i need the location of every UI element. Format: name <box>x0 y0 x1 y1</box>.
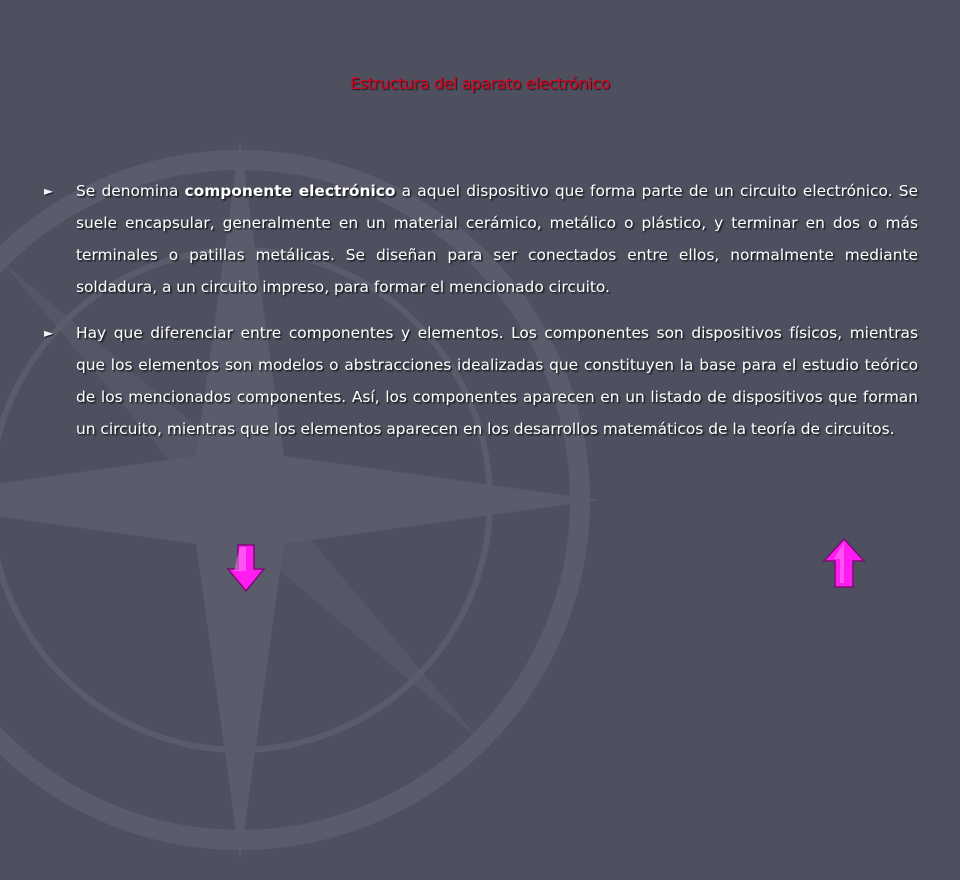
paragraph-1-bold-term: componente electrónico <box>184 182 396 200</box>
bullet-text-2: Hay que diferenciar entre componentes y elementos. Los componentes son dispositivos físicos, mientras que los elementos son modelos o abstracciones idealizadas que constituyen la base para el estudio teórico de los mencionados componentes. Así, los componentes aparecen en un listado de dispositivos que forman un circuito, mientras que los elementos aparecen en los desarrollos matemáticos de la teoría de circuitos. <box>76 324 918 438</box>
paragraph-1-rest: a aquel dispositivo que forma parte de un circuito electrónico. Se suele encapsular, generalmente en un material cerámico, metálico o plástico, y terminar en dos o más terminales o patillas metálicas. Se diseñan para ser conectados entre ellos, normalmente mediante soldadura, a un circuito impreso, para formar el mencionado circuito. <box>76 182 918 296</box>
bullet-item-2 <box>44 317 918 445</box>
slide-content <box>44 175 918 459</box>
bullet-text-1 <box>76 175 918 303</box>
bullet-arrow-icon: ► <box>44 184 54 198</box>
arrow-down-icon[interactable] <box>226 543 266 593</box>
arrow-up-icon[interactable] <box>822 537 866 589</box>
paragraph-1-intro: Se denomina <box>76 182 185 200</box>
bullet-item-1 <box>44 175 918 303</box>
slide-title: Estructura del aparato electrónico <box>350 74 610 93</box>
bullet-arrow-icon: ► <box>44 326 54 340</box>
